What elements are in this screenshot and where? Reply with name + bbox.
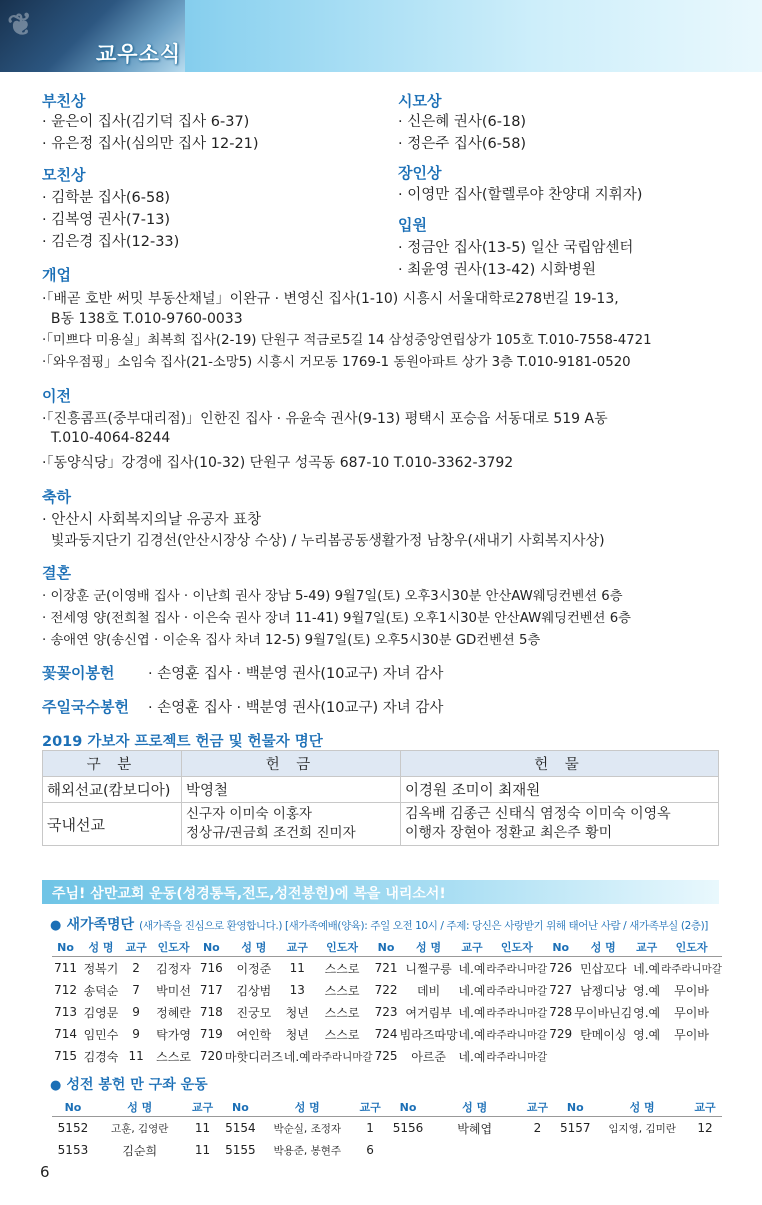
column-header: 성 명 <box>429 1098 521 1117</box>
donation-table <box>42 750 719 846</box>
table-header-row <box>43 751 719 777</box>
column-header: No <box>52 938 79 957</box>
table-cell: 722 <box>374 983 398 997</box>
table-cell: 여거림부 <box>405 1005 452 1020</box>
table-cell: 무이바 <box>674 1005 709 1020</box>
column-header: 인도자 <box>312 938 373 957</box>
table-cell: 네.예 <box>458 961 486 976</box>
table-cell: 네.예 <box>283 1049 311 1064</box>
table-cell: 임지영, 김미란 <box>608 1122 676 1135</box>
table-cell: 빔라즈따망 <box>399 1027 458 1042</box>
table-row <box>52 1023 722 1045</box>
header-banner <box>0 0 762 72</box>
column-header: 성 명 <box>79 938 123 957</box>
table-cell: 네.예 <box>458 1027 486 1042</box>
table-cell: 라주라니마갈 <box>486 1006 548 1019</box>
table-row <box>43 777 719 803</box>
table-cell: 니쩔구릉 <box>405 961 452 976</box>
table-cell: 영.예 <box>633 1027 661 1042</box>
list-item: ·「진흥콤프(중부대리점)」인한진 집사 · 유윤숙 권사(9-13) 평택시 포승읍 서동대로 519 A동 <box>42 411 608 427</box>
table-cell: 5154 <box>225 1121 256 1135</box>
column-header: 교구 <box>458 938 487 957</box>
table-cell: 712 <box>54 983 77 997</box>
table-cell <box>688 1139 722 1161</box>
bible-table <box>52 1098 722 1161</box>
column-header: 성 명 <box>94 1098 186 1117</box>
newfamily-table <box>52 938 722 1067</box>
column-header: 성 명 <box>400 938 458 957</box>
list-item: · 송애연 양(송신엽 · 이순옥 집사 차녀 12-5) 9월7일(토) 오후5시30분 GD컨벤션 5층 <box>42 633 541 648</box>
table-cell: 1 <box>366 1121 374 1135</box>
table-cell: 716 <box>199 961 223 975</box>
column-header: 교구 <box>283 938 312 957</box>
table-cell <box>520 1139 554 1161</box>
table-cell: 11 <box>194 1143 211 1157</box>
column-header: 교구 <box>353 1098 387 1117</box>
table-cell: 네.예 <box>458 1005 486 1020</box>
table-cell: 네.예 <box>633 961 661 976</box>
column-header: 교구 <box>186 1098 220 1117</box>
table-cell: 5157 <box>560 1121 591 1135</box>
list-item: · 정금안 집사(13-5) 일산 국립암센터 <box>398 240 634 256</box>
table-cell: 마핫디러즈 <box>224 1049 283 1064</box>
section-title-jangin: 장인상 <box>398 164 442 182</box>
donation-title: 2019 가보자 프로젝트 헌금 및 헌물자 명단 <box>42 734 323 750</box>
table-cell: 723 <box>374 1005 398 1019</box>
section-title-simosang: 시모상 <box>398 92 442 110</box>
table-row <box>52 1045 722 1067</box>
table-cell: 여인학 <box>236 1027 272 1042</box>
table-row <box>43 803 719 846</box>
table-cell: 김상범 <box>236 983 272 998</box>
page-title: 교우소식 <box>96 42 182 66</box>
list-item: · 유은정 집사(심의만 집사 12-21) <box>42 136 259 152</box>
column-header: No <box>198 938 225 957</box>
column-header: No <box>554 1098 596 1117</box>
table-cell <box>554 1139 596 1161</box>
table-cell: 진궁모 <box>236 1005 272 1020</box>
column-header: 교구 <box>632 938 661 957</box>
table-cell: 스스로 <box>156 1049 191 1064</box>
table-cell: 김경숙 <box>83 1049 119 1064</box>
table-cell: 김옥배 김종근 신태식 염정숙 이미숙 이영옥 이행자 장현아 정환교 최은주 황미 <box>401 803 719 846</box>
table-cell: 12 <box>697 1121 713 1135</box>
table-cell: 박혜엽 <box>457 1121 493 1136</box>
table-cell: 네.예 <box>458 983 486 998</box>
table-cell: 725 <box>374 1049 398 1063</box>
table-cell: 김순희 <box>122 1143 158 1158</box>
table-cell: 무이바 <box>674 983 709 998</box>
newfamily-subtitle: (새가족을 진심으로 환영합니다.) [새가족예배(양육): 주일 오전 10시 / 주제: 당신은 사랑받기 위해 태어난 사람 / 새가족부실 (2층)] <box>139 920 708 932</box>
table-cell: 네.예 <box>458 1049 486 1064</box>
prayer-banner <box>42 880 719 904</box>
table-cell: 라주라니마갈 <box>311 1050 373 1063</box>
table-cell: 724 <box>374 1027 398 1041</box>
list-item: · 전세영 양(전희철 집사 · 이은숙 권사 장녀 11-41) 9월7일(토) 오후1시30분 안산AW웨딩컨벤션 6층 <box>42 611 632 626</box>
table-cell: 726 <box>549 961 573 975</box>
table-cell: 탄메이싱 <box>580 1027 627 1042</box>
column-header: 성 명 <box>225 938 283 957</box>
list-item: · 김복영 권사(7-13) <box>42 212 171 228</box>
column-header: No <box>219 1098 261 1117</box>
table-cell: 5156 <box>392 1121 424 1135</box>
table-cell: 고훈, 김영란 <box>111 1122 169 1135</box>
table-cell: 국내선교 <box>43 803 182 846</box>
table-cell: 11 <box>194 1121 211 1135</box>
table-cell <box>387 1139 429 1161</box>
table-cell: 박용준, 봉현주 <box>273 1144 342 1157</box>
table-cell: 5153 <box>57 1143 89 1157</box>
table-cell: 민삽꼬다 <box>580 961 627 976</box>
table-cell <box>632 1045 661 1067</box>
table-cell: 이경원 조미이 최재원 <box>401 777 719 803</box>
list-item: · 최윤영 권사(13-42) 시화병원 <box>398 262 596 278</box>
table-cell: 713 <box>54 1005 77 1019</box>
table-cell: 김정자 <box>156 961 191 976</box>
column-header: 성 명 <box>261 1098 353 1117</box>
table-cell: 청년 <box>285 1005 309 1020</box>
table-cell: 박미선 <box>156 983 191 998</box>
table-cell: 무이바닌김 <box>574 1005 633 1020</box>
table-cell: 청년 <box>285 1027 309 1042</box>
column-header: 성 명 <box>596 1098 688 1117</box>
list-item: B동 138호 T.010-9760-0033 <box>42 311 243 327</box>
table-cell <box>661 1045 722 1067</box>
table-cell: 영.예 <box>633 983 661 998</box>
table-cell: 무이바 <box>674 1027 709 1042</box>
list-item: · 김학분 집사(6-58) <box>42 190 171 206</box>
column-header: 성 명 <box>574 938 632 957</box>
list-item: · 이장훈 군(이영배 집사 · 이난희 권사 장남 5-49) 9월7일(토) 오후3시30분 안산AW웨딩컨벤션 6층 <box>42 589 623 604</box>
section-title-ijeon: 이전 <box>42 387 71 405</box>
table-cell: 스스로 <box>324 983 360 998</box>
section-title-gyeolhon: 결혼 <box>42 564 71 582</box>
table-header-row <box>52 1098 722 1117</box>
column-header: No <box>52 1098 94 1117</box>
table-cell: 정혜란 <box>156 1005 191 1020</box>
table-cell: 11 <box>289 961 305 975</box>
table-row <box>52 1139 722 1161</box>
table-cell: 박순실, 조정자 <box>273 1122 342 1135</box>
table-row <box>52 979 722 1001</box>
table-cell: 스스로 <box>324 961 360 976</box>
newfamily-title: 새가족명단 <box>66 917 135 933</box>
section-title-ipwon: 입원 <box>398 216 427 234</box>
table-cell: 스스로 <box>324 1027 360 1042</box>
section-title-mochinsang: 모친상 <box>42 166 86 184</box>
table-cell: 해외선교(캄보디아) <box>43 777 182 803</box>
table-cell: 아르준 <box>411 1049 446 1064</box>
table-cell: 717 <box>199 983 223 997</box>
list-item: · 신은혜 권사(6-18) <box>398 114 527 130</box>
table-cell: 718 <box>199 1005 223 1019</box>
table-cell: 5152 <box>57 1121 89 1135</box>
column-header: 인도자 <box>486 938 547 957</box>
table-cell: 728 <box>549 1005 573 1019</box>
section-title-bucheonsang: 부친상 <box>42 92 86 110</box>
table-cell: 2 <box>132 961 140 975</box>
column-header: No <box>373 938 400 957</box>
banner-image-decor: ❦ <box>5 6 36 45</box>
table-cell: 라주라니마갈 <box>661 962 722 975</box>
table-cell: 라주라니마갈 <box>486 1028 548 1041</box>
column-header: 구 분 <box>43 751 182 777</box>
newfamily-heading <box>50 914 708 934</box>
table-cell: 6 <box>366 1143 374 1157</box>
bullet-icon: ● <box>50 1078 62 1093</box>
table-cell <box>429 1139 521 1161</box>
table-cell: 이정준 <box>236 961 272 976</box>
table-cell: 9 <box>132 1027 140 1041</box>
table-cell <box>547 1045 574 1067</box>
section-title-chukha: 축하 <box>42 488 71 506</box>
list-item: · 김은경 집사(12-33) <box>42 234 180 250</box>
list-item: ·「배곧 호반 써밋 부동산채널」이완규 · 변영신 집사(1-10) 시흥시 서울대학로278번길 19-13, <box>42 291 619 307</box>
list-item: ·「미쁘다 미용실」최복희 집사(2-19) 단원구 적금로5길 14 삼성중앙연립상가 105호 T.010-7558-4721 <box>42 333 652 348</box>
table-cell: 720 <box>199 1049 223 1063</box>
table-cell: 데비 <box>416 983 441 998</box>
table-cell: 729 <box>549 1027 573 1041</box>
bullet-icon: ● <box>50 918 62 933</box>
table-cell: 7 <box>132 983 140 997</box>
bible-title: 성전 봉헌 만 구좌 운동 <box>66 1077 208 1093</box>
section-title-flower: 꽃꽂이봉헌 <box>42 664 115 682</box>
table-cell: 송덕순 <box>83 983 119 998</box>
list-item: ·「와우점핑」소임숙 집사(21-소망5) 시흥시 거모동 1769-1 동원아파트 상가 3층 T.010-9181-0520 <box>42 355 631 370</box>
table-cell: 박영철 <box>182 777 401 803</box>
table-cell: 임민수 <box>83 1027 119 1042</box>
table-cell: 727 <box>549 983 573 997</box>
table-cell: 5155 <box>225 1143 256 1157</box>
bible-heading <box>50 1074 208 1094</box>
list-item: ·「동양식당」강경애 집사(10-32) 단원구 성곡동 687-10 T.010-3362-3792 <box>42 455 514 471</box>
table-cell: 신구자 이미숙 이홍자 정상규/권금희 조건희 진미자 <box>182 803 401 846</box>
table-cell: 정복기 <box>83 961 119 976</box>
table-cell: 11 <box>128 1049 144 1063</box>
table-cell: 711 <box>54 961 77 975</box>
table-cell: 라주라니마갈 <box>486 962 548 975</box>
table-cell: 9 <box>132 1005 140 1019</box>
column-header: 교구 <box>520 1098 554 1117</box>
table-row <box>52 1001 722 1023</box>
flower-text: · 손영훈 집사 · 백분영 권사(10교구) 자녀 감사 <box>148 666 444 682</box>
table-cell: 탁가영 <box>156 1027 191 1042</box>
table-header-row <box>52 938 722 957</box>
list-item: · 안산시 사회복지의날 유공자 표창 <box>42 512 262 528</box>
table-cell: 715 <box>54 1049 77 1063</box>
table-cell: 김영문 <box>83 1005 119 1020</box>
list-item: 빛과둥지단기 김경선(안산시장상 수상) / 누리봄공동생활가정 남창우(새내기 사회복지사상) <box>42 533 605 549</box>
table-cell: 714 <box>54 1027 77 1041</box>
table-cell: 719 <box>199 1027 223 1041</box>
table-cell: 스스로 <box>324 1005 360 1020</box>
section-title-gaeeop: 개업 <box>42 266 71 284</box>
table-cell <box>596 1139 688 1161</box>
table-row <box>52 957 722 980</box>
column-header: No <box>547 938 574 957</box>
table-cell: 남젱디낭 <box>580 983 627 998</box>
table-cell: 2 <box>533 1121 542 1135</box>
page-number: 6 <box>40 1163 50 1181</box>
column-header: No <box>387 1098 429 1117</box>
section-title-noodle: 주일국수봉헌 <box>42 698 129 716</box>
column-header: 교구 <box>123 938 149 957</box>
column-header: 인도자 <box>149 938 198 957</box>
list-item: T.010-4064-8244 <box>42 430 171 446</box>
list-item: · 이영만 집사(할렐루야 찬양대 지휘자) <box>398 187 643 203</box>
column-header: 인도자 <box>661 938 722 957</box>
column-header: 헌 물 <box>401 751 719 777</box>
table-cell: 13 <box>289 983 305 997</box>
column-header: 교구 <box>688 1098 722 1117</box>
table-cell: 721 <box>374 961 398 975</box>
table-cell <box>574 1045 632 1067</box>
table-cell: 라주라니마갈 <box>486 1050 548 1063</box>
table-cell: 영.예 <box>633 1005 661 1020</box>
prayer-text: 주님! 삼만교회 운동(성경통독,전도,성전봉헌)에 복을 내리소서! <box>52 886 446 902</box>
list-item: · 정은주 집사(6-58) <box>398 136 527 152</box>
table-row <box>52 1117 722 1140</box>
noodle-text: · 손영훈 집사 · 백분영 권사(10교구) 자녀 감사 <box>148 700 444 716</box>
table-cell: 라주라니마갈 <box>486 984 548 997</box>
column-header: 헌 금 <box>182 751 401 777</box>
list-item: · 윤은이 집사(김기덕 집사 6-37) <box>42 114 250 130</box>
